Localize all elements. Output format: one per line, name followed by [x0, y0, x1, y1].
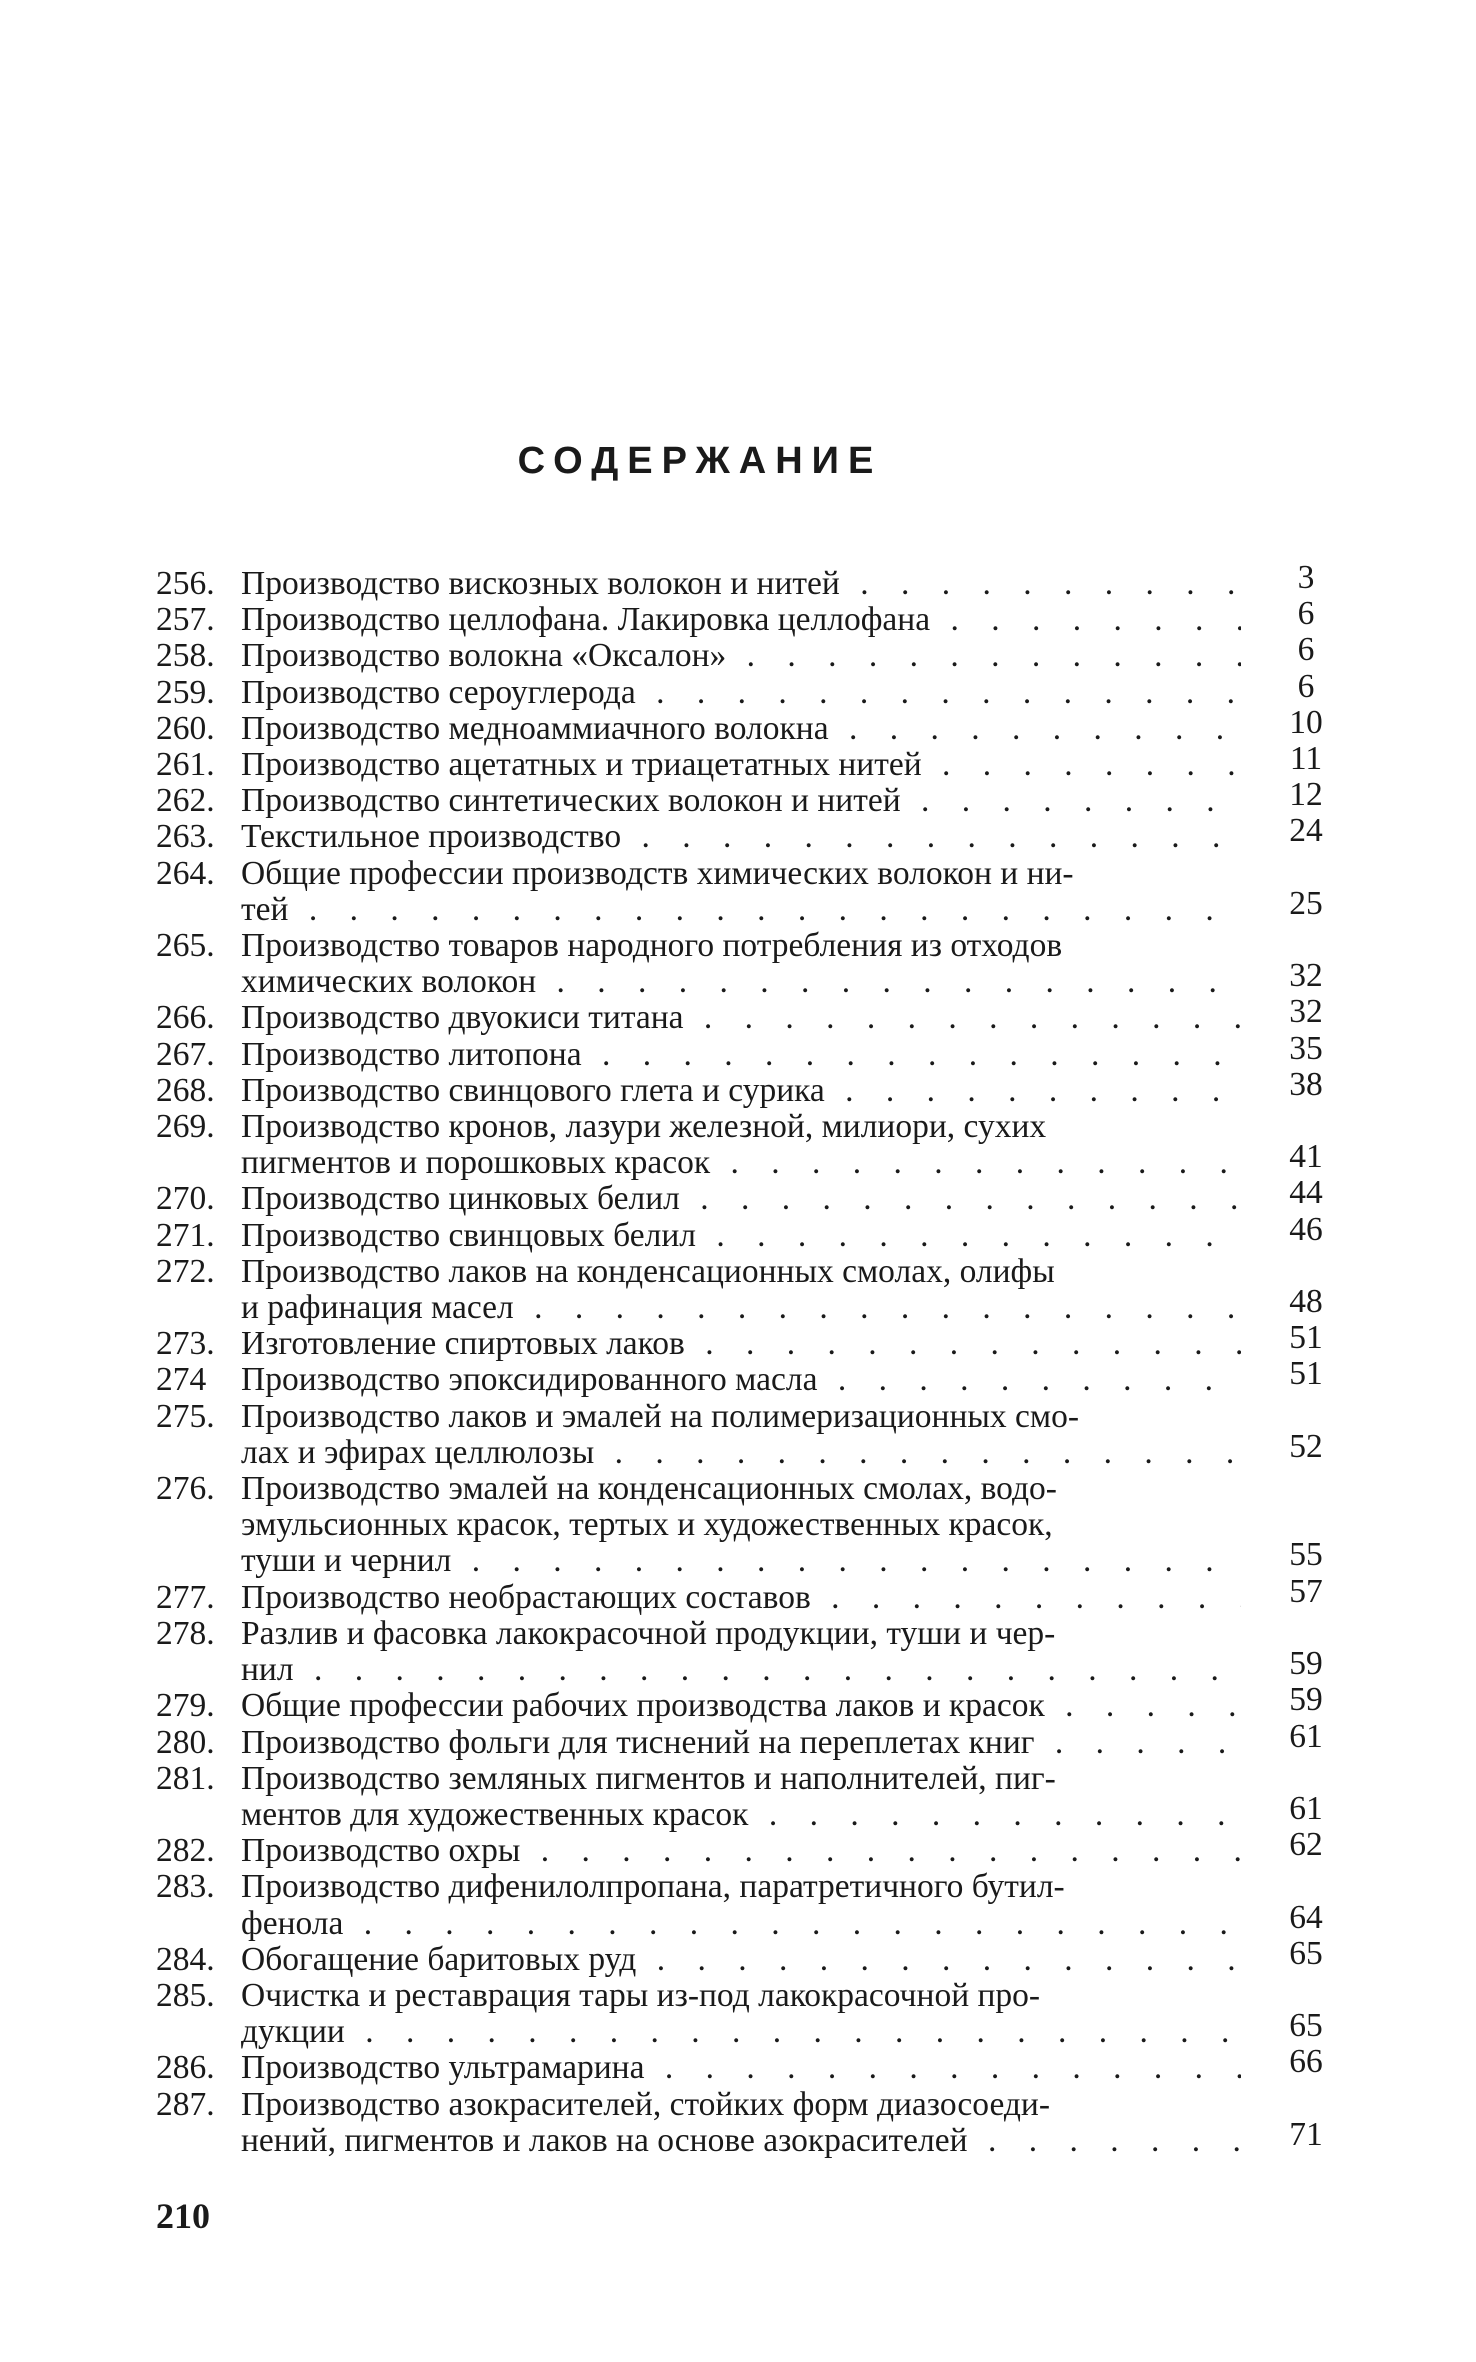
entry-title [241, 1869, 1241, 1941]
entry-title-line: Разлив и фасовка лакокрасочной продукции, туши и чер- [241, 1615, 1056, 1652]
entry-page-number: 35 [1289, 1029, 1323, 1067]
entry-title [241, 1978, 1241, 2050]
entry-title-line: дукции . . . [241, 2014, 1241, 2050]
entry-title-line: Производство свинцового глета и сурика . . . [241, 1073, 1241, 1109]
entry-page-number: 12 [1289, 776, 1323, 814]
entry-title [241, 1725, 1241, 1761]
toc-entry [156, 1029, 1346, 1073]
entry-title-line: Производство ацетатных и триацетатных нитей . . . [241, 747, 1241, 783]
entry-page-number: 11 [1289, 740, 1323, 778]
toc-entry [156, 1826, 1346, 1870]
entry-title [241, 566, 1241, 602]
entry-title-line: туши и чернил . . . [241, 1543, 1241, 1579]
entry-page-number: 10 [1289, 703, 1323, 741]
entry-title [241, 819, 1241, 855]
entry-number: 257. [156, 601, 215, 639]
entry-title-line: Производство фольги для тиснений на переплетах книг . . . [241, 1725, 1241, 1761]
entry-page-number: 52 [1289, 1427, 1323, 1465]
entry-title-line: Производство товаров народного потребления из отходов [241, 928, 1063, 965]
entry-title-line: химических волокон . . . [241, 964, 1241, 1000]
entry-number: 281. [156, 1759, 215, 1797]
entry-number: 282. [156, 1832, 215, 1870]
entry-title-line: Изготовление спиртовых лаков . . . [241, 1326, 1241, 1362]
toc-entry [156, 1355, 1346, 1399]
entry-page-number: 59 [1289, 1645, 1323, 1683]
entry-title-line: Производство вискозных волокон и нитей . . . [241, 566, 1241, 602]
entry-title-line: Текстильное производство . . . [241, 819, 1241, 855]
entry-title [241, 1399, 1241, 1471]
entry-page-number: 3 [1297, 559, 1315, 596]
entry-page-number: 64 [1289, 1898, 1323, 1936]
entry-title [241, 1616, 1241, 1688]
toc-entry [156, 1254, 1346, 1326]
entry-title [241, 1833, 1241, 1869]
toc-entry [156, 2087, 1346, 2159]
entry-page-number: 55 [1289, 1536, 1323, 1574]
entry-title-line: Производство ультрамарина . . . [241, 2050, 1241, 2086]
entry-page-number: 71 [1289, 2115, 1323, 2153]
entry-title [241, 711, 1241, 747]
entry-number: 286. [156, 2049, 215, 2087]
toc-entry [156, 2043, 1346, 2087]
toc-entry [156, 1471, 1346, 1580]
entry-page-number: 59 [1289, 1681, 1323, 1719]
entry-title-line: Производство охры . . . [241, 1833, 1241, 1869]
entry-page-number: 62 [1289, 1826, 1323, 1864]
entry-number: 267. [156, 1035, 215, 1073]
entry-number: 275. [156, 1397, 215, 1435]
entry-page-number: 61 [1289, 1789, 1323, 1827]
entry-number: 259. [156, 673, 215, 711]
entry-page-number: 32 [1289, 957, 1323, 995]
entry-title [241, 1471, 1241, 1580]
entry-title [241, 747, 1241, 783]
entry-page-number: 24 [1289, 812, 1323, 850]
entry-number: 260. [156, 709, 215, 747]
entry-number: 274 [156, 1361, 207, 1399]
toc-entry [156, 631, 1346, 675]
entry-number: 262. [156, 782, 215, 820]
entry-title-line: Производство цинковых белил . . . [241, 1181, 1241, 1217]
entry-title [241, 2050, 1241, 2086]
entry-title [241, 1942, 1241, 1978]
entry-title [241, 1037, 1241, 1073]
toc-entry [156, 776, 1346, 820]
entry-page-number: 51 [1289, 1355, 1323, 1393]
toc-entry [156, 1761, 1346, 1833]
entry-title-line: лах и эфирах целлюлозы . . . [241, 1435, 1241, 1471]
entry-title-line: и рафинация масел . . . [241, 1290, 1241, 1326]
entry-title-line: Производство литопона . . . [241, 1037, 1241, 1073]
entry-number: 256. [156, 565, 215, 602]
toc-entry [156, 993, 1346, 1037]
entry-title-line: Производство кронов, лазури железной, милиори, сухих [241, 1109, 1047, 1146]
toc-entry [156, 1174, 1346, 1218]
toc-entry [156, 1717, 1346, 1761]
entry-number: 266. [156, 999, 215, 1037]
entry-title-line: Производство синтетических волокон и нитей . . . [241, 783, 1241, 819]
entry-title-line: Производство сероуглерода . . . [241, 675, 1241, 711]
toc-entry [156, 1616, 1346, 1688]
entry-page-number: 6 [1297, 667, 1315, 705]
entry-page-number: 65 [1289, 1934, 1323, 1972]
entry-title-line: тей . . . [241, 892, 1241, 928]
toc-entry [156, 1065, 1346, 1109]
entry-page-number: 25 [1289, 884, 1323, 922]
toc-entry [156, 1681, 1346, 1725]
entry-title-line: Производство земляных пигментов и наполнителей, пиг- [241, 1760, 1056, 1797]
entry-title [241, 1218, 1241, 1254]
toc-entry [156, 856, 1346, 928]
entry-number: 276. [156, 1470, 215, 1508]
toc-entry [156, 740, 1346, 784]
toc-entry [156, 1978, 1346, 2050]
toc-entry [156, 667, 1346, 711]
entry-title-line: Производство необрастающих составов . . . [241, 1580, 1241, 1616]
entry-number: 284. [156, 1940, 215, 1978]
toc-entry [156, 703, 1346, 747]
page-title: СОДЕРЖАНИЕ [517, 440, 883, 482]
entry-title-line: Производство свинцовых белил . . . [241, 1218, 1241, 1254]
entry-number: 273. [156, 1325, 215, 1363]
toc-entry [156, 1210, 1346, 1254]
entry-title-line: Производство дифенилолпропана, паратретичного бутил- [241, 1869, 1065, 1906]
entry-page-number: 48 [1289, 1283, 1323, 1321]
entry-title [241, 1326, 1241, 1362]
entry-page-number: 44 [1289, 1174, 1323, 1212]
entry-title-line: Производство азокрасителей, стойких форм диазосоеди- [241, 2086, 1051, 2123]
entry-title-line: Производство двуокиси титана . . . [241, 1000, 1241, 1036]
entry-title [241, 1362, 1241, 1398]
toc-entry [156, 1869, 1346, 1941]
entry-title-line: Обогащение баритовых руд . . . [241, 1942, 1241, 1978]
table-of-contents [156, 559, 1346, 2159]
entry-title-line: нил . . . [241, 1652, 1241, 1688]
entry-page-number: 51 [1289, 1319, 1323, 1357]
entry-page-number: 6 [1297, 631, 1315, 669]
entry-title [241, 1073, 1241, 1109]
toc-entry [156, 559, 1346, 602]
entry-page-number: 66 [1289, 2043, 1323, 2081]
entry-title [241, 602, 1241, 638]
entry-title-line: Общие профессии рабочих производства лаков и красок . . . [241, 1688, 1241, 1724]
entry-page-number: 61 [1289, 1717, 1323, 1755]
entry-title [241, 2087, 1241, 2159]
entry-title-line: пигментов и порошковых красок . . . [241, 1145, 1241, 1181]
entry-title [241, 928, 1241, 1000]
entry-title-line: фенола . . . [241, 1906, 1241, 1942]
entry-number: 263. [156, 818, 215, 856]
entry-page-number: 6 [1297, 595, 1315, 633]
entry-title [241, 1254, 1241, 1326]
entry-title-line: ментов для художественных красок . . . [241, 1797, 1241, 1833]
entry-title-line: Производство эпоксидированного масла . . . [241, 1362, 1241, 1398]
toc-entry [156, 1934, 1346, 1978]
entry-title [241, 783, 1241, 819]
entry-number: 268. [156, 1071, 215, 1109]
entry-page-number: 32 [1289, 993, 1323, 1031]
entry-title-line: Производство целлофана. Лакировка целлофана . . . [241, 602, 1241, 638]
entry-title [241, 856, 1241, 928]
toc-entry [156, 595, 1346, 639]
entry-number: 278. [156, 1614, 215, 1652]
entry-number: 265. [156, 927, 215, 965]
entry-number: 287. [156, 2085, 215, 2123]
entry-number: 277. [156, 1578, 215, 1616]
entry-title-line: Очистка и реставрация тары из-под лакокрасочной про- [241, 1977, 1041, 2014]
entry-number: 258. [156, 637, 215, 675]
entry-number: 279. [156, 1687, 215, 1725]
entry-page-number: 65 [1289, 2007, 1323, 2045]
entry-title [241, 1761, 1241, 1833]
entry-title [241, 1580, 1241, 1616]
entry-title [241, 675, 1241, 711]
entry-page-number: 41 [1289, 1138, 1323, 1176]
entry-number: 261. [156, 746, 215, 784]
entry-page-number: 46 [1289, 1210, 1323, 1248]
entry-page-number: 38 [1289, 1065, 1323, 1103]
toc-entry [156, 1572, 1346, 1616]
entry-title-line: Производство эмалей на конденсационных смолах, водо- [241, 1471, 1057, 1508]
entry-number: 264. [156, 854, 215, 892]
entry-title-line: Производство лаков и эмалей на полимеризационных смо- [241, 1398, 1079, 1435]
entry-number: 280. [156, 1723, 215, 1761]
toc-entry [156, 928, 1346, 1000]
toc-entry [156, 1319, 1346, 1363]
entry-title-line: Производство медноаммиачного волокна . . . [241, 711, 1241, 747]
entry-number: 283. [156, 1868, 215, 1906]
entry-title [241, 1000, 1241, 1036]
entry-title [241, 638, 1241, 674]
entry-title [241, 1181, 1241, 1217]
entry-number: 269. [156, 1108, 215, 1146]
entry-title-line: Общие профессии производств химических волокон и ни- [241, 855, 1074, 892]
entry-number: 271. [156, 1216, 215, 1254]
toc-entry [156, 812, 1346, 856]
entry-title [241, 1688, 1241, 1724]
toc-entry [156, 1399, 1346, 1471]
entry-title-line: нений, пигментов и лаков на основе азокрасителей . . . [241, 2123, 1241, 2159]
entry-title [241, 1109, 1241, 1181]
toc-entry [156, 1109, 1346, 1181]
entry-number: 285. [156, 1976, 215, 2014]
entry-title-line: Производство волокна «Оксалон» . . . [241, 638, 1241, 674]
entry-number: 270. [156, 1180, 215, 1218]
entry-title-line: Производство лаков на конденсационных смолах, олифы [241, 1253, 1055, 1290]
entry-title-line: эмульсионных красок, тертых и художественных красок, [241, 1507, 1053, 1544]
entry-page-number: 57 [1289, 1572, 1323, 1610]
entry-number: 272. [156, 1252, 215, 1290]
page-number: 210 [156, 2196, 210, 2236]
